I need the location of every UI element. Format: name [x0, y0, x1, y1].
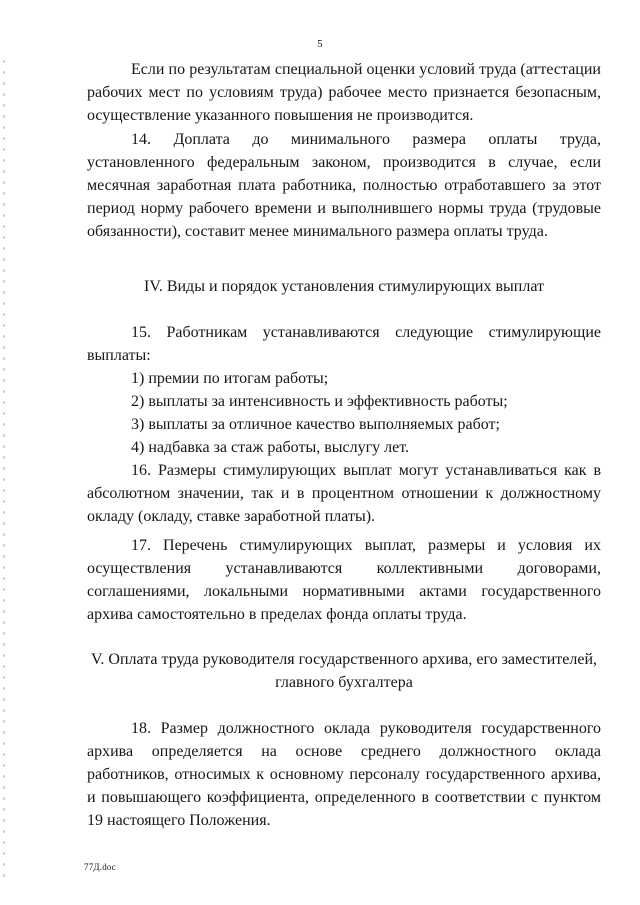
paragraph-14 [87, 128, 601, 243]
scan-edge-marks [3, 60, 5, 880]
text-line: 15. Работникам устанавливаются следующие стимулирующие [131, 324, 601, 341]
text-line: 16. Размеры стимулирующих выплат могут устанавливаться как в [131, 462, 601, 479]
text-line: 18. Размер должностного оклада руководителя государственного [131, 720, 601, 737]
page-number: 5 [317, 38, 323, 50]
text-line: архива определяется на основе среднего должностного оклада [87, 743, 601, 760]
list-item: 4) надбавка за стаж работы, выслугу лет. [131, 439, 410, 456]
section-heading-line: V. Оплата труда руководителя государственного архива, его заместителей, [90, 651, 598, 668]
text-line: работников, относимых к основному персоналу государственного архива, [87, 766, 601, 783]
list-item: 3) выплаты за отличное качество выполняемых работ; [131, 416, 500, 433]
text-line: период норму рабочего времени и выполнившего нормы труда (трудовые [87, 200, 601, 217]
section-heading-iv [87, 275, 601, 298]
paragraph-16 [87, 459, 601, 528]
section-heading-line: главного бухгалтера [275, 674, 413, 691]
text-line: окладу (окладу, ставке заработной платы). [87, 508, 376, 525]
paragraph-17 [87, 534, 601, 626]
section-heading-v [87, 648, 601, 694]
text-line: и повышающего коэффициента, определенного в соответствии с пунктом [87, 789, 601, 806]
text-line: обязанности), составит менее минимального размера оплаты труда. [87, 223, 548, 240]
list-item: 2) выплаты за интенсивность и эффективность работы; [131, 393, 508, 410]
paragraph-15 [87, 321, 601, 459]
paragraph-18 [87, 717, 601, 832]
section-heading-line: IV. Виды и порядок установления стимулирующих выплат [144, 278, 544, 295]
paragraph-continuation [87, 58, 601, 127]
text-line: абсолютном значении, так и в процентном отношении к должностному [87, 485, 601, 502]
text-line: осуществление указанного повышения не производится. [87, 107, 474, 124]
text-line: 14. Доплата до минимального размера оплаты труда, [131, 131, 601, 148]
text-line: выплаты: [87, 347, 151, 364]
text-line: архива самостоятельно в пределах фонда оплаты труда. [87, 606, 467, 623]
text-line: осуществления устанавливаются коллективными договорами, [87, 560, 601, 577]
text-line: месячная заработная плата работника, полностью отработавшего за этот [87, 177, 601, 194]
footer-filename: 77Д.doc [84, 862, 116, 872]
text-line: соглашениями, локальными нормативными актами государственного [87, 583, 601, 600]
text-line: рабочих мест по условиям труда) рабочее место признается безопасным, [87, 84, 601, 101]
text-line: 19 настоящего Положения. [87, 812, 271, 829]
text-line: Если по результатам специальной оценки условий труда (аттестации [131, 61, 601, 78]
text-line: установленного федеральным законом, производится в случае, если [87, 154, 601, 171]
list-item: 1) премии по итогам работы; [131, 370, 329, 387]
text-line: 17. Перечень стимулирующих выплат, размеры и условия их [131, 537, 601, 554]
